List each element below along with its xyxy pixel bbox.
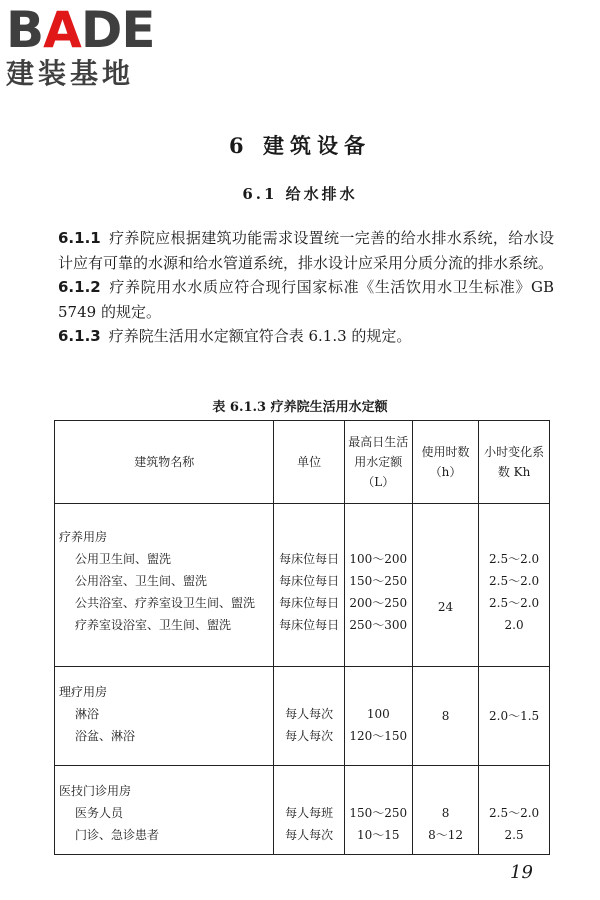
clause-6-1-2	[58, 275, 554, 324]
row-unit: 每人每次	[274, 725, 344, 766]
row-name: 医务人员	[55, 802, 274, 824]
header-coefficient: 小时变化系数 Kh	[479, 421, 550, 504]
row-coefficient: 2.5～2.0	[479, 570, 550, 592]
table-row	[55, 824, 550, 855]
table-caption: 表 6.1.3 疗养院生活用水定额	[212, 400, 388, 415]
row-name: 公用浴室、卫生间、盥洗	[55, 570, 274, 592]
chapter-title: 6 建筑设备	[229, 133, 371, 158]
row-name: 疗养室设浴室、卫生间、盥洗	[55, 614, 274, 667]
row-quota: 250～300	[344, 614, 412, 667]
row-unit: 每床位每日	[274, 570, 344, 592]
group-title: 疗养用房	[55, 526, 274, 548]
row-hours: 8～12	[412, 824, 478, 855]
row-quota: 120～150	[344, 725, 412, 766]
row-coefficient: 2.5	[479, 824, 550, 855]
group-sanatorium-rooms	[55, 504, 550, 667]
clause-number: 6.1.2	[58, 278, 101, 296]
group-hours: 8	[412, 667, 478, 766]
row-quota: 150～250	[344, 570, 412, 592]
row-name: 浴盆、淋浴	[55, 725, 274, 766]
row-unit: 每人每次	[274, 824, 344, 855]
row-coefficient: 2.5～2.0	[479, 548, 550, 570]
row-hours: 8	[412, 802, 478, 824]
group-coefficient: 2.0～1.5	[479, 667, 550, 766]
row-name: 公用卫生间、盥洗	[55, 548, 274, 570]
row-quota: 10～15	[344, 824, 412, 855]
header-quota: 最高日生活用水定额（L）	[344, 421, 412, 504]
page-number: 19	[510, 862, 533, 883]
logo-subtitle: 建装基地	[6, 57, 135, 90]
row-coefficient: 2.0	[479, 614, 550, 667]
water-quota-table	[54, 420, 550, 855]
row-coefficient: 2.5～2.0	[479, 802, 550, 824]
spacer-row	[55, 504, 550, 527]
table-header-row	[55, 421, 550, 504]
header-hours: 使用时数（h）	[412, 421, 478, 504]
table-row	[55, 766, 550, 803]
table-row	[55, 667, 550, 704]
row-name: 淋浴	[55, 703, 274, 725]
row-unit: 每床位每日	[274, 592, 344, 614]
table-row	[55, 548, 550, 570]
group-title: 理疗用房	[55, 667, 274, 704]
row-unit: 每人每次	[274, 703, 344, 725]
clause-text: 疗养院用水水质应符合现行国家标准《生活饮用水卫生标准》GB 5749 的规定。	[58, 278, 554, 321]
row-coefficient: 2.5～2.0	[479, 592, 550, 614]
group-therapy-rooms	[55, 667, 550, 766]
group-medical-outpatient	[55, 766, 550, 855]
logo-wordmark: BADE	[6, 1, 155, 59]
group-title: 医技门诊用房	[55, 766, 274, 803]
header-building-name: 建筑物名称	[55, 421, 274, 504]
clause-number: 6.1.1	[58, 229, 101, 247]
table-row	[55, 802, 550, 824]
row-quota: 100	[344, 703, 412, 725]
row-quota: 200～250	[344, 592, 412, 614]
clause-6-1-1	[58, 226, 554, 275]
clause-text: 疗养院应根据建筑功能需求设置统一完善的给水排水系统，给水设计应有可靠的水源和给水管道系统，排水设计应采用分质分流的排水系统。	[58, 229, 554, 272]
row-unit: 每床位每日	[274, 614, 344, 667]
row-name: 公共浴室、疗养室设卫生间、盥洗	[55, 592, 274, 614]
table-row	[55, 526, 550, 548]
clause-6-1-3	[58, 324, 554, 349]
row-unit: 每床位每日	[274, 548, 344, 570]
group-hours: 24	[412, 548, 478, 667]
row-quota: 150～250	[344, 802, 412, 824]
row-quota: 100～200	[344, 548, 412, 570]
section-title: 6.1 给水排水	[242, 185, 358, 203]
clause-text: 疗养院生活用水定额宜符合表 6.1.3 的规定。	[108, 327, 412, 345]
clause-number: 6.1.3	[58, 327, 101, 345]
bade-logo	[6, 1, 178, 90]
row-name: 门诊、急诊患者	[55, 824, 274, 855]
row-unit: 每人每班	[274, 802, 344, 824]
clause-list	[58, 226, 554, 349]
header-unit: 单位	[274, 421, 344, 504]
